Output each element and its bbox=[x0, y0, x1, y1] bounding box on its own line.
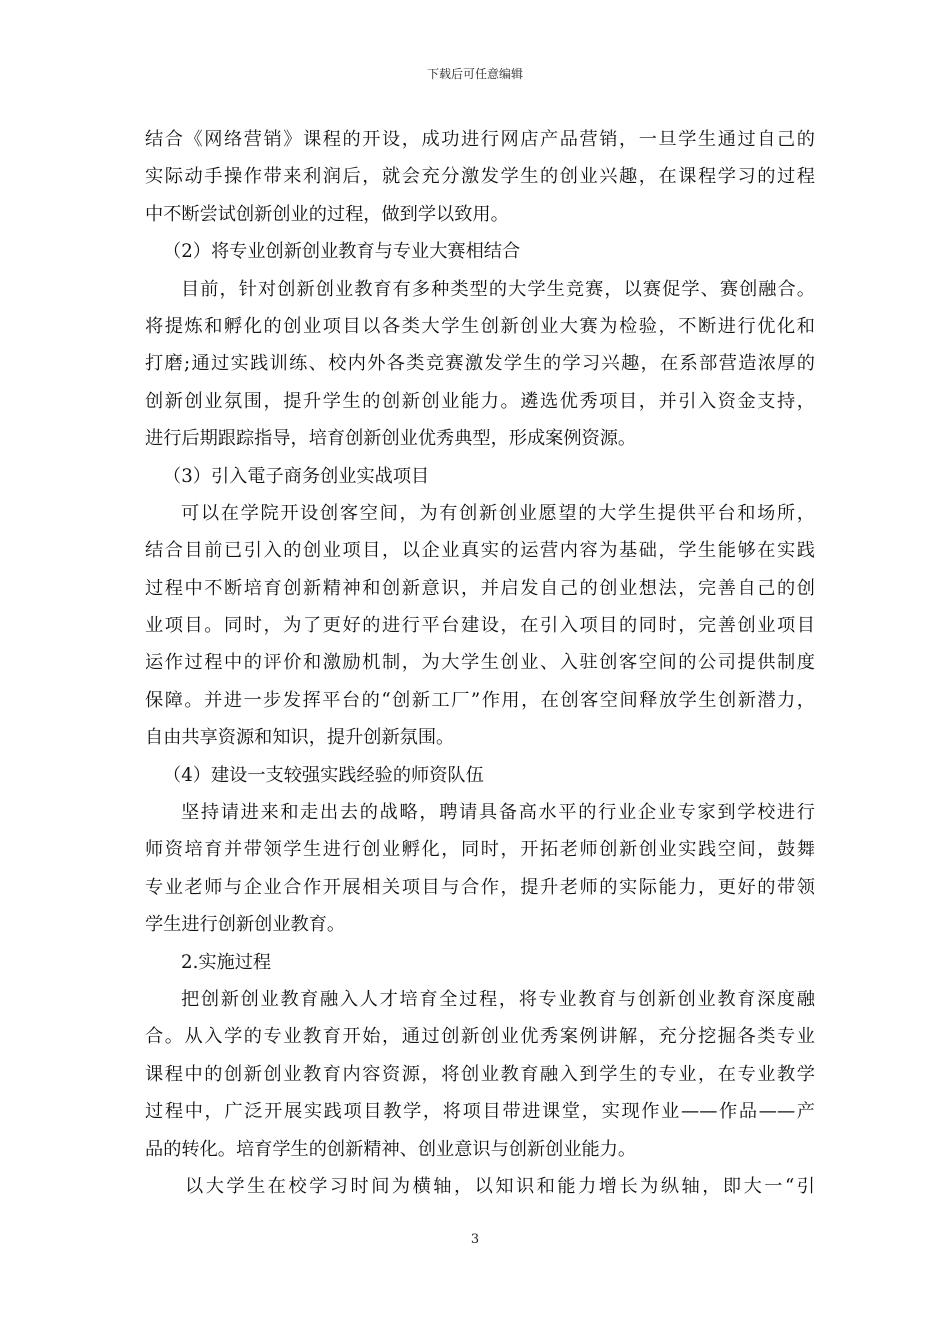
paragraph-line: 结合《网络营销》课程的开设，成功进行网店产品营销，一旦学生通过自己的 bbox=[145, 129, 815, 150]
paragraph-line: 中不断尝试创新创业的过程，做到学以致用。 bbox=[145, 203, 509, 225]
paragraph-line: 过程中不断培育创新精神和创新意识，并启发自己的创业想法，完善自己的创 bbox=[145, 577, 815, 599]
paragraph-line: 实际动手操作带来利润后，就会充分激发学生的创业兴趣，在课程学习的过程 bbox=[145, 166, 815, 188]
paragraph-line: 合。从入学的专业教育开始，通过创新创业优秀案例讲解，充分挖掘各类专业 bbox=[145, 1026, 815, 1048]
paragraph-line: 过程中，广泛开展实践项目教学，将项目带进课堂，实现作业——作品——产 bbox=[145, 1101, 815, 1123]
paragraph-line: 自由共享资源和知识，提升创新氛围。 bbox=[145, 727, 455, 749]
paragraph-line: 师资培育并带领学生进行创业孵化，同时，开拓老师创新创业实践空间，鼓舞 bbox=[145, 839, 815, 861]
page-number: 3 bbox=[470, 1232, 480, 1247]
paragraph-line: 可以在学院开设创客空间，为有创新创业愿望的大学生提供平台和场所， bbox=[181, 502, 815, 524]
paragraph-line: 结合目前已引入的创业项目，以企业真实的运营内容为基础，学生能够在实践 bbox=[145, 540, 815, 562]
paragraph-line: 品的转化。培育学生的创新精神、创业意识与创新创业能力。 bbox=[145, 1138, 637, 1160]
paragraph-line: 坚持请进来和走出去的战略，聘请具备高水平的行业企业专家到学校进行 bbox=[181, 802, 815, 824]
paragraph-line: 课程中的创新创业教育内容资源，将创业教育融入到学生的专业，在专业教学 bbox=[145, 1063, 815, 1085]
section-heading: （2）将专业创新创业教育与专业大赛相结合 bbox=[163, 241, 521, 263]
paragraph-line: 把创新创业教育融入人才培育全过程，将专业教育与创新创业教育深度融 bbox=[181, 988, 815, 1010]
paragraph-line: 运作过程中的评价和激励机制，为大学生创业、入驻创客空间的公司提供制度 bbox=[145, 652, 815, 674]
paragraph-line: 将提炼和孵化的创业项目以各类大学生创新创业大赛为检验，不断进行优化和 bbox=[145, 315, 815, 337]
section-heading: （4）建设一支较强实践经验的师资队伍 bbox=[163, 764, 484, 786]
section-heading: （3）引入電子商务创业实战项目 bbox=[163, 465, 430, 487]
paragraph-line: 以大学生在校学习时间为横轴，以知识和能力增长为纵轴，即大一“引 bbox=[185, 1175, 815, 1197]
paragraph-line: 目前，针对创新创业教育有多种类型的大学生竞赛，以赛促学、赛创融合。 bbox=[181, 278, 815, 300]
paragraph-line: 专业老师与企业合作开展相关项目与合作，提升老师的实际能力，更好的带领 bbox=[145, 876, 815, 898]
paragraph-line: 打磨;通过实践训练、校内外各类竞赛激发学生的学习兴趣，在系部营造浓厚的 bbox=[145, 353, 815, 375]
document-body bbox=[145, 121, 815, 1205]
paragraph-line: 进行后期跟踪指导，培育创新创业优秀典型，形成案例资源。 bbox=[145, 428, 637, 450]
section-heading: 2.实施过程 bbox=[181, 951, 272, 973]
page-header: 下载后可任意编辑 bbox=[426, 67, 523, 81]
paragraph-line: 创新创业氛围，提升学生的创新创业能力。遴选优秀项目，并引入资金支持， bbox=[145, 390, 815, 412]
paragraph-line: 学生进行创新创业教育。 bbox=[145, 914, 346, 936]
paragraph-line: 业项目。同时，为了更好的进行平台建设，在引入项目的同时，完善创业项目 bbox=[145, 615, 815, 637]
paragraph-line: 保障。并进一步发挥平台的“创新工厂”作用，在创客空间释放学生创新潜力， bbox=[145, 689, 815, 711]
